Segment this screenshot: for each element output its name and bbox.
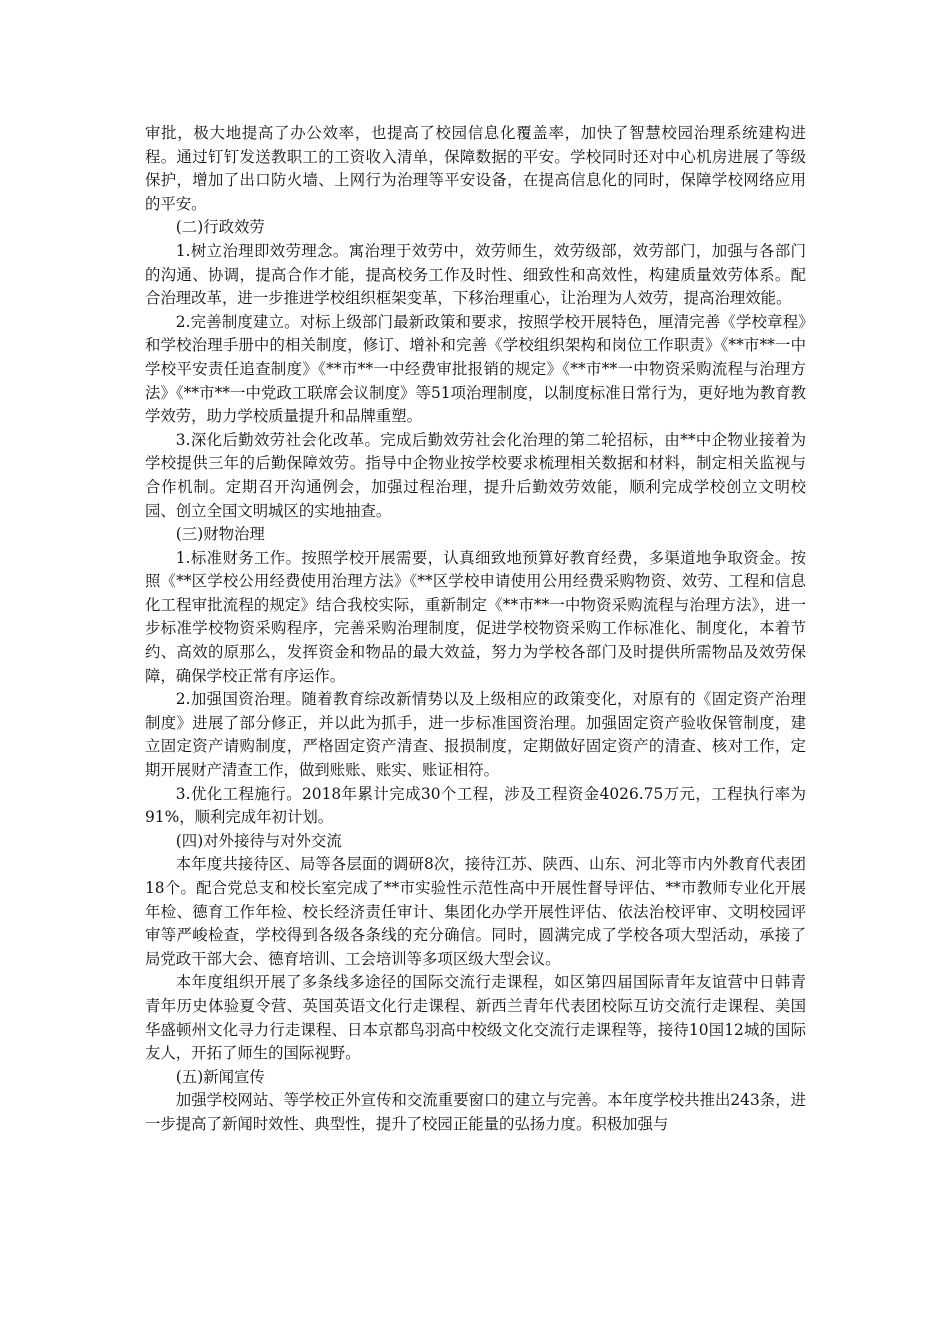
paragraph: 加强学校网站、等学校正外宣传和交流重要窗口的建立与完善。本年度学校共推出243条，进一步提高了新闻时效性、典型性，提升了校园正能量的弘扬力度。积极加强与 xyxy=(145,1091,806,1133)
section-heading-administrative-service: (二)行政效劳 xyxy=(175,218,265,237)
document-page xyxy=(145,122,806,1137)
paragraph-continued: 审批，极大地提高了办公效率，也提高了校园信息化覆盖率，加快了智慧校园治理系统建构进程。通过钉钉发送教职工的工资收入清单，保障数据的平安。学校同时还对中心机房进展了等级保护，增加了出口防火墙、上网行为治理等平安设备，在提高信息化的同时，保障学校网络应用的平安。 xyxy=(145,124,806,213)
paragraph: 3.深化后勤效劳社会化改革。完成后勤效劳社会化治理的第二轮招标，由**中企物业接着为学校提供三年的后勤保障效劳。指导中企物业按学校要求梳理相关数据和材料，制定相关监视与合作机制。定期召开沟通例会，加强过程治理，提升后勤效劳效能，顺利完成学校创立文明校园、创立全国文明城区的实地抽查。 xyxy=(145,430,806,520)
section-heading-finance-management: (三)财物治理 xyxy=(175,525,265,544)
paragraph: 本年度组织开展了多条线多途径的国际交流行走课程，如区第四届国际青年友谊营中日韩青青年历史体验夏令营、英国英语文化行走课程、新西兰青年代表团校际互访交流行走课程、美国华盛顿州文化寻力行走课程、日本京都鸟羽高中校级文化交流行走课程等，接待10国12城的国际友人，开拓了师生的国际视野。 xyxy=(145,973,806,1063)
section-heading-reception-exchange: (四)对外接待与对外交流 xyxy=(175,831,342,850)
paragraph: 1.树立治理即效劳理念。寓治理于效劳中，效劳师生，效劳级部，效劳部门，加强与各部门的沟通、协调，提高合作才能，提高校务工作及时性、细致性和高效性，构建质量效劳体系。配合治理改革，进一步推进学校组织框架变革，下移治理重心，让治理为人效劳，提高治理效能。 xyxy=(145,241,806,308)
paragraph: 1.标准财务工作。按照学校开展需要，认真细致地预算好教育经费，多渠道地争取资金。按照《**区学校公用经费使用治理方法》《**区学校申请使用公用经费采购物资、效劳、工程和信息化工程审批流程的规定》结合我校实际，重新制定《**市**一中物资采购流程与治理方法》，进一步标准学校物资采购程序，完善采购治理制度，促进学校物资采购工作标准化、制度化，本着节约、高效的原那么，发挥资金和物品的最大效益，努力为学校各部门及时提供所需物品及效劳保障，确保学校正常有序运作。 xyxy=(145,548,806,685)
paragraph: 3.优化工程施行。2018年累计完成30个工程，涉及工程资金4026.75万元，工程执行率为91%，顺利完成年初计划。 xyxy=(145,784,806,827)
paragraph: 2.完善制度建立。对标上级部门最新政策和要求，按照学校开展特色，厘清完善《学校章程》和学校治理手册中的相关制度，修订、增补和完善《学校组织架构和岗位工作职责》《**市**一中学校平安责任追查制度》《**市**一中经费审批报销的规定》《**市**一中物资采购流程与治理方法》《**市**一中党政工联席会议制度》等51项治理制度，以制度标准日常行为，更好地为教育教学效劳，助力学校质量提升和品牌重塑。 xyxy=(145,312,806,426)
paragraph: 2.加强国资治理。随着教育综改新情势以及上级相应的政策变化，对原有的《固定资产治理制度》进展了部分修正，并以此为抓手，进一步标准国资治理。加强固定资产验收保管制度，建立固定资产请购制度，严格固定资产清查、报损制度，定期做好固定资产的清查、核对工作，定期开展财产清查工作，做到账账、账实、账证相符。 xyxy=(145,690,806,780)
paragraph: 本年度共接待区、局等各层面的调研8次，接待江苏、陕西、山东、河北等市内外教育代表团18个。配合党总支和校长室完成了**市实验性示范性高中开展性督导评估、**市教师专业化开展年检、德育工作年检、校长经济责任审计、集团化办学开展性评估、依法治校评审、文明校园评审等严峻检查，学校得到各级各条线的充分确信。同时，圆满完成了学校各项大型活动，承接了局党政干部大会、德育培训、工会培训等多项区级大型会议。 xyxy=(145,855,806,968)
section-heading-news-publicity: (五)新闻宣传 xyxy=(175,1067,265,1086)
